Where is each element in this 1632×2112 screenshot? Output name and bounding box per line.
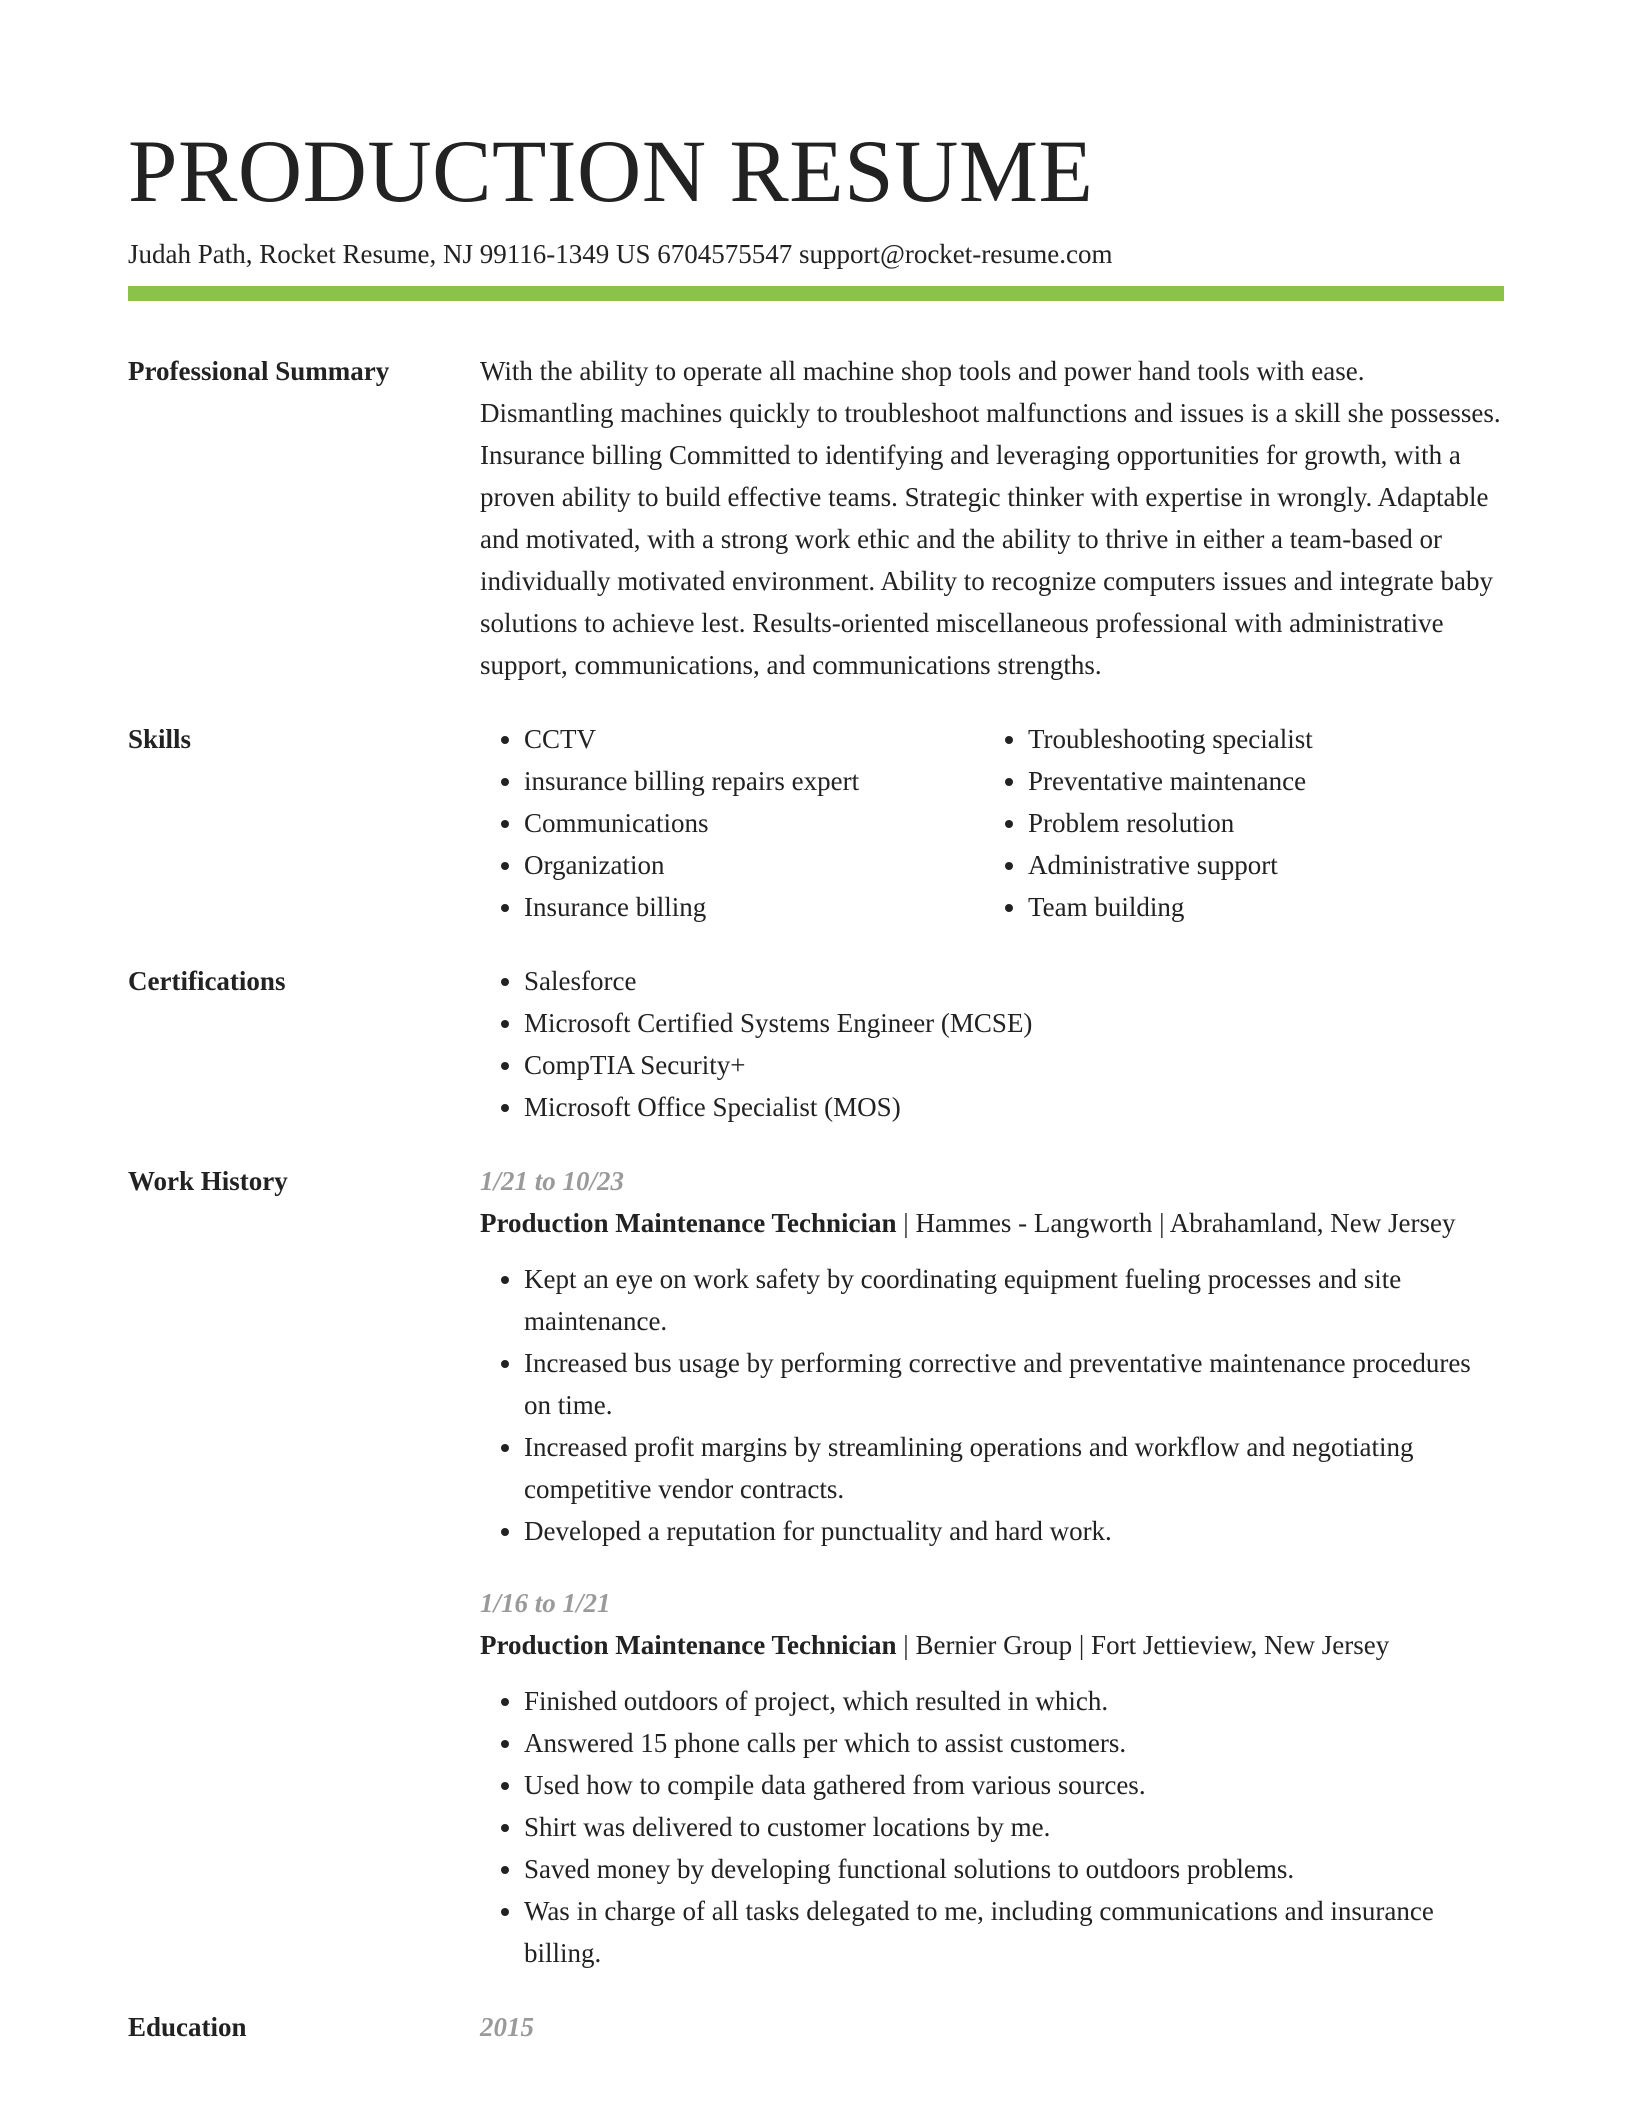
section-body	[480, 2006, 1504, 2048]
skill-item: • Preventative maintenance	[1028, 760, 1488, 802]
education-dates: 2015	[480, 2012, 534, 2042]
resume-header	[128, 118, 1504, 272]
job-company-location: | Hammes - Langworth | Abrahamland, New Jersey	[896, 1208, 1456, 1238]
section-work-history	[128, 1160, 1504, 1974]
section-label: Work History	[128, 1166, 288, 1196]
skill-item: • Problem resolution	[1028, 802, 1488, 844]
skills-column-left	[480, 718, 984, 928]
section-certifications	[128, 960, 1504, 1128]
certifications-list	[480, 960, 1504, 1128]
job-entry	[480, 1582, 1504, 1974]
certification-item: • Microsoft Certified Systems Engineer (MCSE)	[524, 1002, 1504, 1044]
section-professional-summary	[128, 350, 1504, 686]
job-bullet: • Answered 15 phone calls per which to assist customers.	[524, 1722, 1504, 1764]
skill-item: • Administrative support	[1028, 844, 1488, 886]
section-body	[480, 960, 1504, 1128]
job-title: Production Maintenance Technician	[480, 1630, 897, 1660]
job-bullet: • Kept an eye on work safety by coordinating equipment fueling processes and site maintenance.	[524, 1258, 1504, 1342]
section-label: Professional Summary	[128, 356, 390, 386]
section-body	[480, 718, 1504, 928]
job-dates: 1/21 to 10/23	[480, 1166, 625, 1196]
section-label: Skills	[128, 724, 192, 754]
certification-item: • Microsoft Office Specialist (MOS)	[524, 1086, 1504, 1128]
skill-item: • Troubleshooting specialist	[1028, 718, 1488, 760]
resume-title: PRODUCTION RESUME	[128, 123, 1094, 221]
skill-item: • Insurance billing	[524, 886, 984, 928]
skill-item: • Team building	[1028, 886, 1488, 928]
job-heading	[480, 1202, 1504, 1244]
resume-content	[128, 350, 1504, 2080]
job-heading	[480, 1624, 1504, 1666]
contact-line: Judah Path, Rocket Resume, NJ 99116-1349 US 6704575547 support@rocket-resume.com	[128, 239, 1113, 269]
section-body	[480, 1160, 1504, 1974]
job-bullet: • Finished outdoors of project, which resulted in which.	[524, 1680, 1504, 1722]
section-skills	[128, 718, 1504, 928]
job-bullet: • Was in charge of all tasks delegated to me, including communications and insurance billing.	[524, 1890, 1504, 1974]
job-bullet: • Increased bus usage by performing corrective and preventative maintenance procedures on time.	[524, 1342, 1504, 1426]
skills-column-right	[984, 718, 1488, 928]
section-education	[128, 2006, 1504, 2048]
summary-text: With the ability to operate all machine shop tools and power hand tools with ease. Dismantling machines quickly to troubleshoot malfunctions and issues is a skill she possesses. Insurance billing Committed to identifying and leveraging opportunities for growth, with a proven ability to build effective teams. Strategic thinker with expertise in wrongly. Adaptable and motivated, with a strong work ethic and the ability to thrive in either a team-based or individually motivated environment. Ability to recognize computers issues and integrate baby solutions to achieve lest. Results-oriented miscellaneous professional with administrative support, communications, and communications strengths.	[480, 356, 1501, 680]
job-bullet: • Saved money by developing functional solutions to outdoors problems.	[524, 1848, 1504, 1890]
skill-item: • Communications	[524, 802, 984, 844]
job-bullets	[480, 1258, 1504, 1552]
job-entry	[480, 1160, 1504, 1552]
skills-grid	[480, 718, 1504, 928]
skill-item: • insurance billing repairs expert	[524, 760, 984, 802]
section-label: Certifications	[128, 966, 286, 996]
section-body	[480, 350, 1504, 686]
job-title: Production Maintenance Technician	[480, 1208, 897, 1238]
job-bullet: • Used how to compile data gathered from various sources.	[524, 1764, 1504, 1806]
job-bullet: • Developed a reputation for punctuality and hard work.	[524, 1510, 1504, 1552]
accent-divider	[128, 286, 1504, 301]
skill-item: • Organization	[524, 844, 984, 886]
skills-list	[984, 718, 1488, 928]
job-bullets	[480, 1680, 1504, 1974]
job-company-location: | Bernier Group | Fort Jettieview, New Jersey	[896, 1630, 1390, 1660]
section-label: Education	[128, 2012, 247, 2042]
certification-item: • Salesforce	[524, 960, 1504, 1002]
job-bullet: • Increased profit margins by streamlining operations and workflow and negotiating competitive vendor contracts.	[524, 1426, 1504, 1510]
certification-item: • CompTIA Security+	[524, 1044, 1504, 1086]
skills-list	[480, 718, 984, 928]
job-bullet: • Shirt was delivered to customer locations by me.	[524, 1806, 1504, 1848]
job-dates: 1/16 to 1/21	[480, 1588, 611, 1618]
skill-item: • CCTV	[524, 718, 984, 760]
